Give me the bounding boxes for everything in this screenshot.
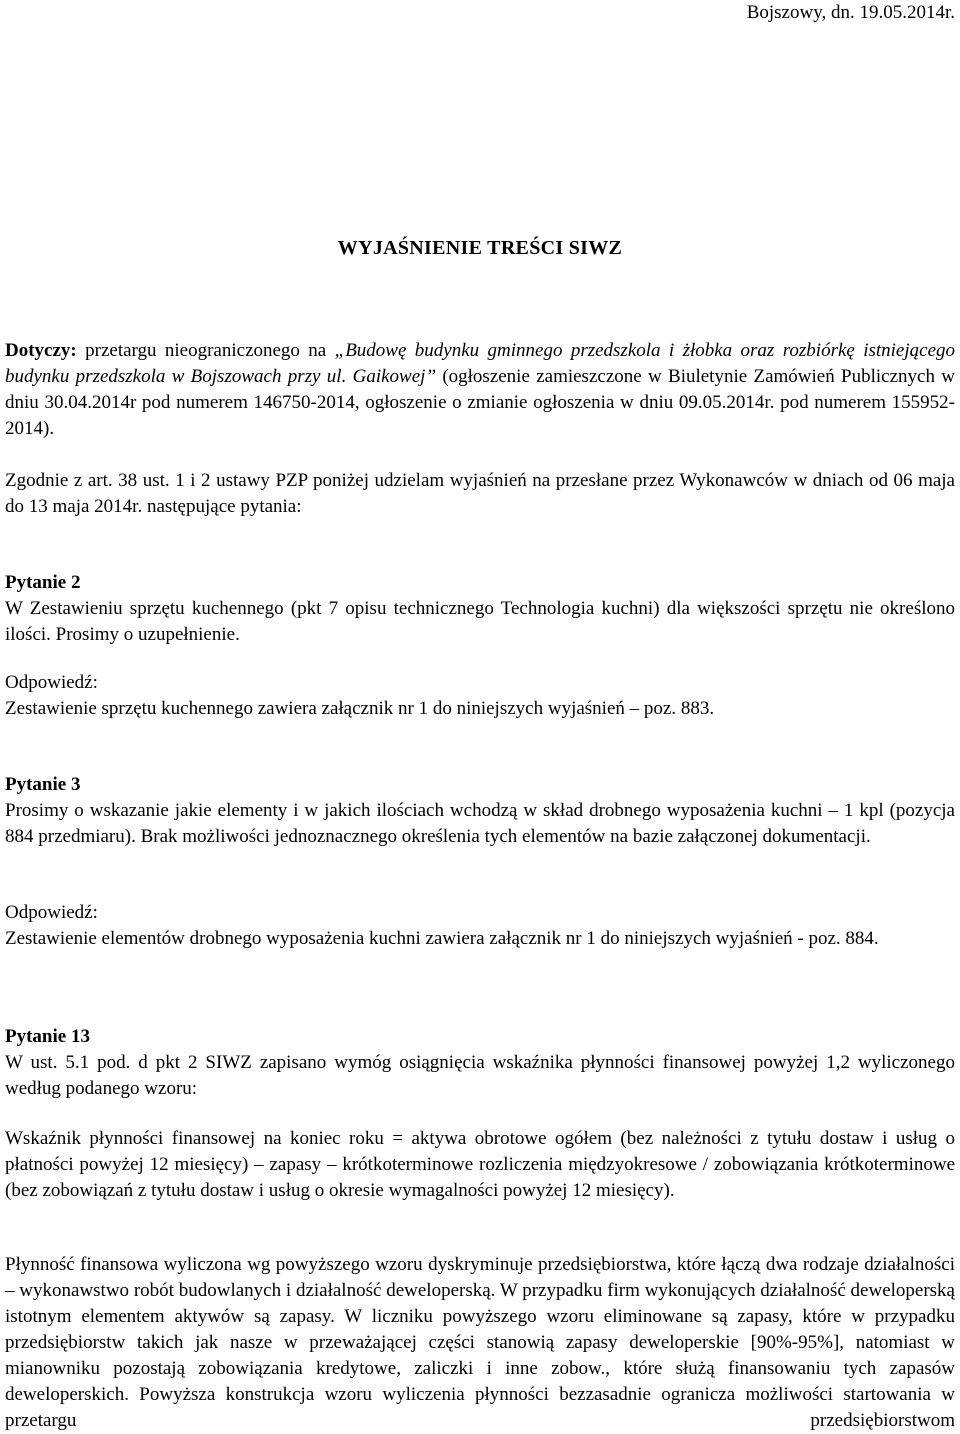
subject-text-before: przetargu nieograniczonego na xyxy=(76,340,335,361)
question-text: W ust. 5.1 pod. d pkt 2 SIWZ zapisano wymóg osiągnięcia wskaźnika płynności finansowej powyżej 1,2 wyliczonego według podanego wzoru: xyxy=(5,1052,955,1099)
question-title: Pytanie 3 xyxy=(5,774,81,795)
intro-text: Zgodnie z art. 38 ust. 1 i 2 ustawy PZP poniżej udzielam wyjaśnień na przesłane przez Wykonawców w dniach od 06 maja do 13 maja 2014r. następujące pytania: xyxy=(5,470,955,517)
answer-text: Zestawienie sprzętu kuchennego zawiera załącznik nr 1 do niniejszych wyjaśnień – poz. 883. xyxy=(5,698,715,719)
answer-3 xyxy=(5,900,955,952)
question-3 xyxy=(5,772,955,850)
answer-label: Odpowiedź: xyxy=(5,672,98,693)
subject-label: Dotyczy: xyxy=(5,340,77,361)
subject-italic-title: „Budowę budynku gminnego przedszkola i żłobka oraz rozbiórkę istniejącego budynku przedszkola w Bojszowach przy ul. Gaikowej” xyxy=(5,340,956,387)
question-title: Pytanie 2 xyxy=(5,572,81,593)
place-date: Bojszowy, dn. 19.05.2014r. xyxy=(746,2,955,23)
formula-paragraph xyxy=(5,1126,955,1204)
comment-text: Płynność finansowa wyliczona wg powyższego wzoru dyskryminuje przedsiębiorstwa, które łączą dwa rodzaje działalności – wykonawstwo robót budowlanych i działalność deweloperską. W przypadku firm wykonujących działalność deweloperską istotnym elementem aktywów są zapasy. W liczniku powyższego wzoru eliminowane są zapasy, które w przypadku przedsiębiorstw takich jak nasze w przeważającej części stanowią zapasy deweloperskie [90%-95%], natomiast w mianowniku pozostają zobowiązania kredytowe, zaliczki i inne zobow., które służą finansowaniu tych zapasów deweloperskich. Powyższa konstrukcja wzoru wyliczenia płynności bezzasadnie ogranicza możliwości startowania w przetargu przedsiębiorstwom xyxy=(5,1254,955,1431)
answer-label: Odpowiedź: xyxy=(5,902,98,923)
subject-paragraph xyxy=(5,338,955,442)
question-text: Prosimy o wskazanie jakie elementy i w jakich ilościach wchodzą w skład drobnego wyposażenia kuchni – 1 kpl (pozycja 884 przedmiaru). Brak możliwości jednoznacznego określenia tych elementów na bazie załączonej dokumentacji. xyxy=(5,800,955,847)
formula-text: Wskaźnik płynności finansowej na koniec roku = aktywa obrotowe ogółem (bez należności z tytułu dostaw i usług o płatności powyżej 12 miesięcy) – zapasy – krótkoterminowe rozliczenia międzyokresowe / zobowiązania krótkoterminowe (bez zobowiązań z tytułu dostaw i usług o okresie wymagalności powyżej 12 miesięcy). xyxy=(5,1128,955,1201)
question-text: W Zestawieniu sprzętu kuchennego (pkt 7 opisu technicznego Technologia kuchni) dla większości sprzętu nie określono ilości. Prosimy o uzupełnienie. xyxy=(5,598,955,645)
subject-text-after: (ogłoszenie zamieszczone w Biuletynie Zamówień Publicznych w dniu 30.04.2014r pod numerem 146750-2014, ogłoszenie o zmianie ogłoszenia w dniu 09.05.2014r. pod numerem 155952-2014). xyxy=(5,366,955,439)
intro-paragraph xyxy=(5,468,955,520)
question-title: Pytanie 13 xyxy=(5,1026,90,1047)
question-13 xyxy=(5,1024,955,1102)
answer-2 xyxy=(5,670,955,722)
document-title: WYJAŚNIENIE TREŚCI SIWZ xyxy=(337,237,623,259)
answer-text: Zestawienie elementów drobnego wyposażenia kuchni zawiera załącznik nr 1 do niniejszych wyjaśnień - poz. 884. xyxy=(5,928,879,949)
question-2 xyxy=(5,570,955,648)
comment-paragraph xyxy=(5,1252,955,1434)
